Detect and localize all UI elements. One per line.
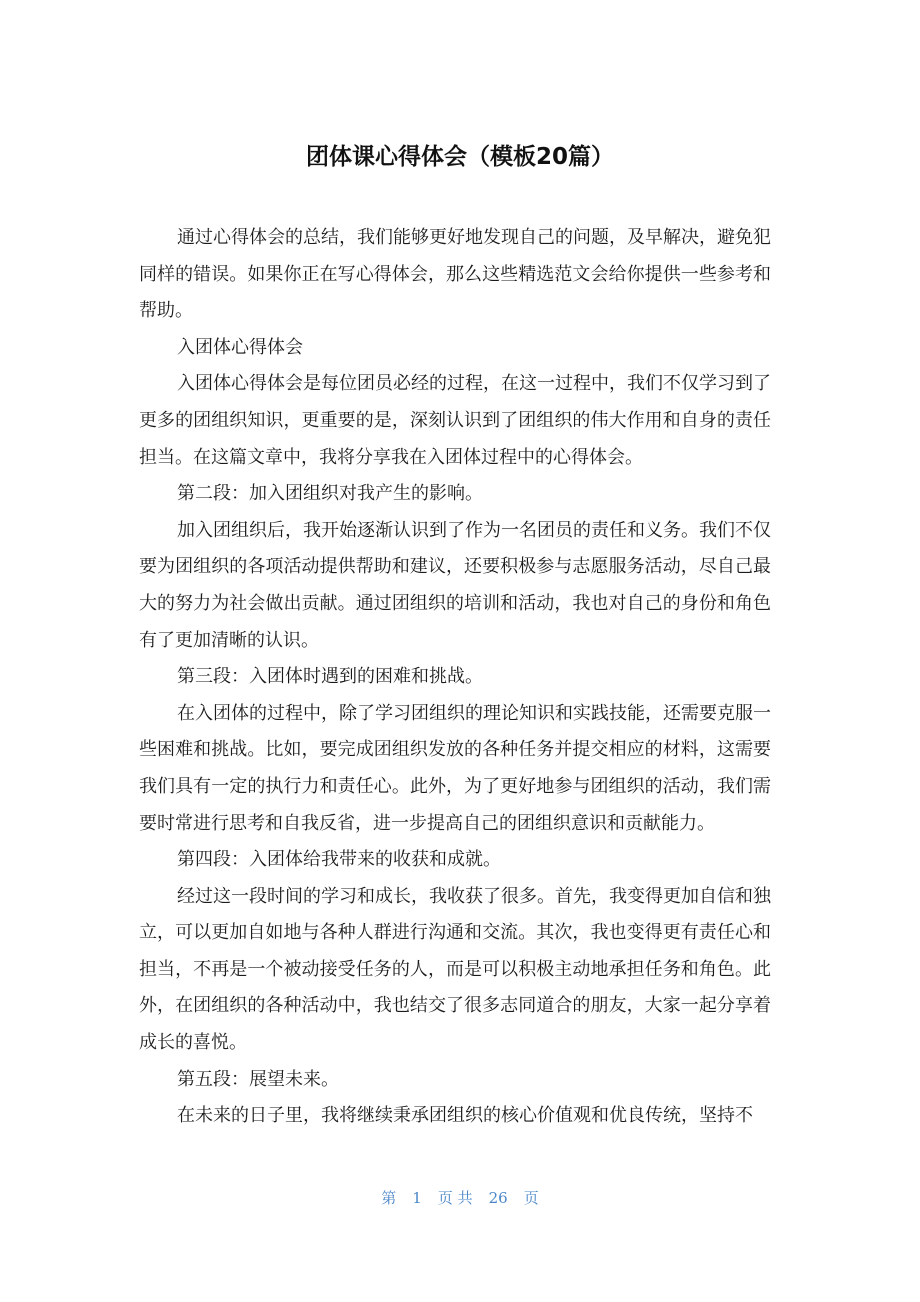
section-heading: 第二段：加入团组织对我产生的影响。 [177,483,483,505]
section-heading: 第三段：入团体时遇到的困难和挑战。 [177,666,483,688]
paragraph: 入团体心得体会是每位团员必经的过程，在这一过程中，我们不仅学习到了更多的团组织知识，更重要的是，深刻认识到了团组织的伟大作用和自身的责任担当。在这篇文章中，我将分享我在入团体过程中的心得体会。 [139,373,771,468]
paragraph: 在入团体的过程中，除了学习团组织的理论知识和实践技能，还需要克服一些困难和挑战。比如，要完成团组织发放的各种任务并提交相应的材料，这需要我们具有一定的执行力和责任心。此外，为了更好地参与团组织的活动，我们需要时常进行思考和自我反省，进一步提高自己的团组织意识和贡献能力。 [139,702,771,834]
paragraph: 在未来的日子里，我将继续秉承团组织的核心价值观和优良传统，坚持不 [177,1105,753,1127]
footer-label-of: 页 共 [437,1189,473,1207]
document-body [139,220,771,1135]
page-footer [0,1186,920,1210]
paragraph-intro: 通过心得体会的总结，我们能够更好地发现自己的问题，及早解决，避免犯同样的错误。如果你正在写心得体会，那么这些精选范文会给你提供一些参考和帮助。 [139,227,771,322]
paragraph: 加入团组织后，我开始逐渐认识到了作为一名团员的责任和义务。我们不仅要为团组织的各项活动提供帮助和建议，还要积极参与志愿服务活动，尽自己最大的努力为社会做出贡献。通过团组织的培训和活动，我也对自己的身份和角色有了更加清晰的认识。 [139,519,771,651]
footer-label-pages: 页 [523,1189,539,1207]
section-heading: 入团体心得体会 [177,336,303,358]
paragraph: 经过这一段时间的学习和成长，我收获了很多。首先，我变得更加自信和独立，可以更加自如地与各种人群进行沟通和交流。其次，我也变得更有责任心和担当，不再是一个被动接受任务的人，而是可以积极主动地承担任务和角色。此外，在团组织的各种活动中，我也结交了很多志同道合的朋友，大家一起分享着成长的喜悦。 [139,885,771,1054]
total-pages-number: 26 [488,1189,508,1207]
section-heading: 第五段：展望未来。 [177,1068,339,1090]
document-title: 团体课心得体会（模板20篇） [305,144,614,170]
section-heading: 第四段：入团体给我带来的收获和成就。 [177,849,501,871]
footer-label-page: 第 [381,1189,397,1207]
current-page-number: 1 [412,1189,422,1207]
